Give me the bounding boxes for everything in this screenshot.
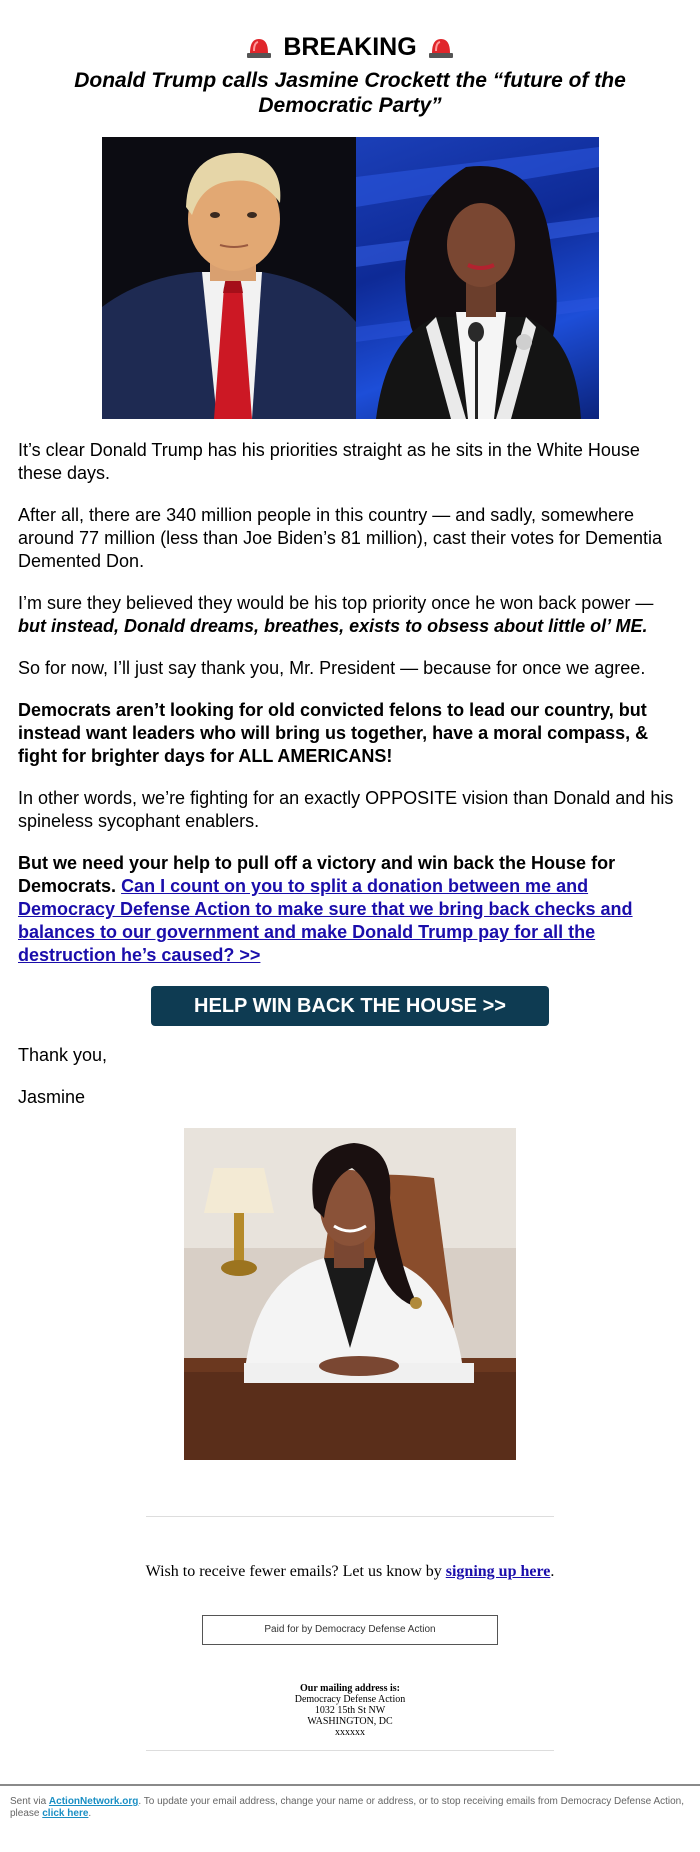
fewer-emails-text: Wish to receive fewer emails? Let us know by: [145, 1563, 446, 1580]
actionnetwork-link[interactable]: ActionNetwork.org: [48, 1796, 139, 1807]
signoff-thanks: Thank you,: [18, 1045, 108, 1065]
fewer-emails-suffix: .: [550, 1563, 555, 1580]
footer-divider-bottom: [146, 1750, 554, 1751]
signoff: [0, 1044, 700, 1109]
hero-photo-right: [356, 137, 599, 419]
siren-icon: [245, 36, 273, 58]
paragraph-3-text: I’m sure they believed they would be his top priority once he won back power —: [18, 593, 654, 613]
sent-via-end: .: [88, 1808, 92, 1819]
mailing-label: Our mailing address is:: [300, 1683, 400, 1694]
signing-up-link[interactable]: signing up here: [445, 1563, 551, 1580]
paragraph-3: [18, 592, 682, 638]
paragraph-7: [18, 852, 682, 967]
email-header: [0, 0, 700, 118]
paragraph-3-emphasis: but instead, Donald dreams, breathes, exists to obsess about little ol’ ME.: [18, 616, 648, 636]
paragraph-1: It’s clear Donald Trump has his priorities straight as he sits in the White House these days.: [18, 440, 640, 483]
hero-image[interactable]: [102, 137, 599, 419]
footer-divider-top: [146, 1516, 554, 1517]
address-line: Democracy Defense Action: [294, 1694, 406, 1705]
signoff-name: Jasmine: [18, 1087, 86, 1107]
address-line: xxxxxx: [335, 1727, 365, 1738]
address-line: WASHINGTON, DC: [307, 1716, 393, 1727]
paragraph-6: In other words, we’re fighting for an exactly OPPOSITE vision than Donald and his spineless sycophant enablers.: [18, 788, 674, 831]
address-line: 1032 15th St NW: [314, 1705, 386, 1716]
paragraph-5: Democrats aren’t looking for old convicted felons to lead our country, but instead want leaders who will bring us together, have a moral compass, & fight for brighter days for ALL AMERICANS!: [18, 700, 649, 766]
paid-for-box: Paid for by Democracy Defense Action: [202, 1615, 498, 1645]
hero-photo-left: [102, 137, 356, 419]
breaking-banner: [0, 32, 700, 62]
paragraph-7-bold: But we need your help to pull off a victory and win back the House for Democrats.: [18, 853, 616, 896]
help-win-house-button[interactable]: HELP WIN BACK THE HOUSE >>: [151, 986, 549, 1026]
fewer-emails-notice: [0, 1563, 700, 1581]
cta-container: [0, 986, 700, 1026]
click-here-link[interactable]: click here: [42, 1808, 89, 1819]
siren-icon: [427, 36, 455, 58]
paragraph-2: After all, there are 340 million people in this country — and sadly, somewhere around 77 million (less than Joe Biden’s 81 million), cast their votes for Dementia Demented Don.: [18, 505, 662, 571]
mailing-address: [0, 1683, 700, 1738]
paragraph-4: So for now, I’ll just say thank you, Mr. President — because for once we agree.: [18, 658, 646, 678]
donation-link[interactable]: Can I count on you to split a donation between me and Democracy Defense Action to make sure that we bring back checks and balances to our government and make Donald Trump pay for all the destruction he’s caused? >>: [18, 876, 633, 965]
portrait-image: [184, 1128, 516, 1460]
sent-via-footer: [0, 1784, 700, 1820]
sent-via-text: Sent via: [10, 1796, 49, 1807]
breaking-label: BREAKING: [283, 33, 417, 61]
message-body: [0, 439, 700, 967]
sent-via-body: . To update your email address, change your name or address, or to stop receiving emails from Democracy Defense Action, please: [10, 1796, 685, 1819]
headline: Donald Trump calls Jasmine Crockett the “future of the Democratic Party”: [74, 69, 626, 117]
